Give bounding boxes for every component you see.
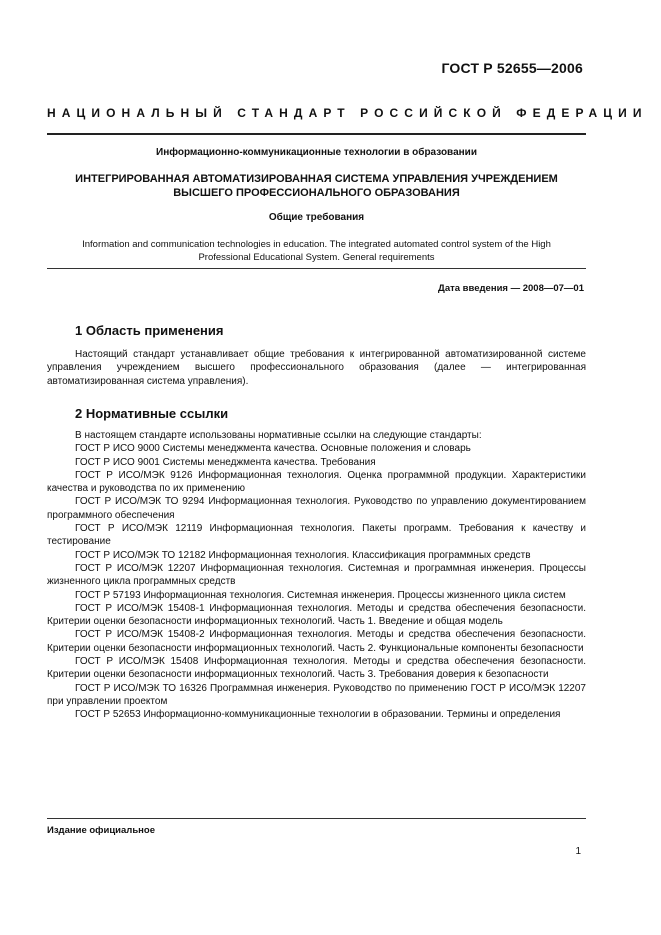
title-divider: [47, 268, 586, 269]
main-title: [47, 172, 586, 200]
reference-item: ГОСТ Р ИСО/МЭК ТО 12182 Информационная технология. Классификация программных средств: [75, 549, 531, 561]
header-divider: [47, 133, 586, 135]
english-title-line-1: Information and communication technologies in education. The integrated automated control system of the High: [82, 239, 551, 250]
english-title: [47, 238, 586, 264]
section-2-heading: 2 Нормативные ссылки: [75, 406, 229, 421]
normative-references-list: [47, 429, 586, 722]
page-number: 1: [575, 846, 581, 857]
reference-item: ГОСТ Р ИСО/МЭК ТО 9294 Информационная технология. Руководство по управлению документированием программного обеспечения: [47, 496, 586, 521]
document-code: ГОСТ Р 52655—2006: [441, 60, 583, 76]
main-title-line-1: ИНТЕГРИРОВАННАЯ АВТОМАТИЗИРОВАННАЯ СИСТЕМА УПРАВЛЕНИЯ УЧРЕЖДЕНИЕМ: [75, 173, 558, 185]
introduction-date: Дата введения — 2008—07—01: [438, 283, 584, 294]
english-title-line-2: Professional Educational System. General requirements: [198, 252, 435, 263]
reference-intro: В настоящем стандарте использованы нормативные ссылки на следующие стандарты:: [75, 430, 482, 441]
official-edition-label: Издание официальное: [47, 825, 155, 836]
national-standard-banner: НАЦИОНАЛЬНЫЙ СТАНДАРТ РОССИЙСКОЙ ФЕДЕРАЦИИ: [47, 106, 648, 120]
reference-item: ГОСТ Р ИСО/МЭК 9126 Информационная технология. Оценка программной продукции. Характеристики качества и руководства по их применению: [47, 469, 586, 495]
reference-item: ГОСТ Р ИСО 9001 Системы менеджмента качества. Требования: [75, 456, 376, 468]
subject-area-title: Информационно-коммуникационные технологии в образовании: [156, 147, 477, 158]
section-1-paragraph: Настоящий стандарт устанавливает общие требования к интегрированной автоматизированной системе управления учреждением высшего профессионального образования (далее — интегрированная автоматизированная система управления).: [47, 349, 586, 387]
reference-item: ГОСТ Р ИСО/МЭК 12207 Информационная технология. Системная и программная инженерия. Процессы жизненного цикла программных средств: [47, 562, 586, 588]
footer-divider: [47, 818, 586, 819]
reference-item: ГОСТ Р ИСО/МЭК 15408 Информационная технология. Методы и средства обеспечения безопасности. Критерии оценки безопасности информационных технологий. Часть 3. Требования доверия к безопасности: [47, 656, 586, 681]
reference-item: ГОСТ Р ИСО/МЭК 15408-1 Информационная технология. Методы и средства обеспечения безопасности. Критерии оценки безопасности информационных технологий. Часть 1. Введение и общая модель: [47, 602, 586, 628]
general-requirements-subtitle: Общие требования: [268, 212, 365, 223]
reference-item: ГОСТ Р ИСО/МЭК 12119 Информационная технология. Пакеты программ. Требования к качеству и тестирование: [47, 523, 586, 548]
reference-item: ГОСТ Р ИСО/МЭК 15408-2 Информационная технология. Методы и средства обеспечения безопасности. Критерии оценки безопасности информационных технологий. Часть 2. Функциональные компоненты безопасности: [47, 629, 586, 654]
reference-item: ГОСТ Р 57193 Информационная технология. Системная инженерия. Процессы жизненного цикла систем: [75, 589, 566, 601]
reference-item: ГОСТ Р ИСО 9000 Системы менеджмента качества. Основные положения и словарь: [75, 443, 471, 455]
section-1-heading: 1 Область применения: [75, 323, 224, 338]
main-title-line-2: ВЫСШЕГО ПРОФЕССИОНАЛЬНОГО ОБРАЗОВАНИЯ: [173, 187, 460, 199]
reference-item: ГОСТ Р ИСО/МЭК ТО 16326 Программная инженерия. Руководство по применению ГОСТ Р ИСО/МЭК 12207 при управлении проектом: [47, 682, 586, 707]
reference-item: ГОСТ Р 52653 Информационно-коммуникационные технологии в образовании. Термины и определения: [75, 709, 561, 721]
